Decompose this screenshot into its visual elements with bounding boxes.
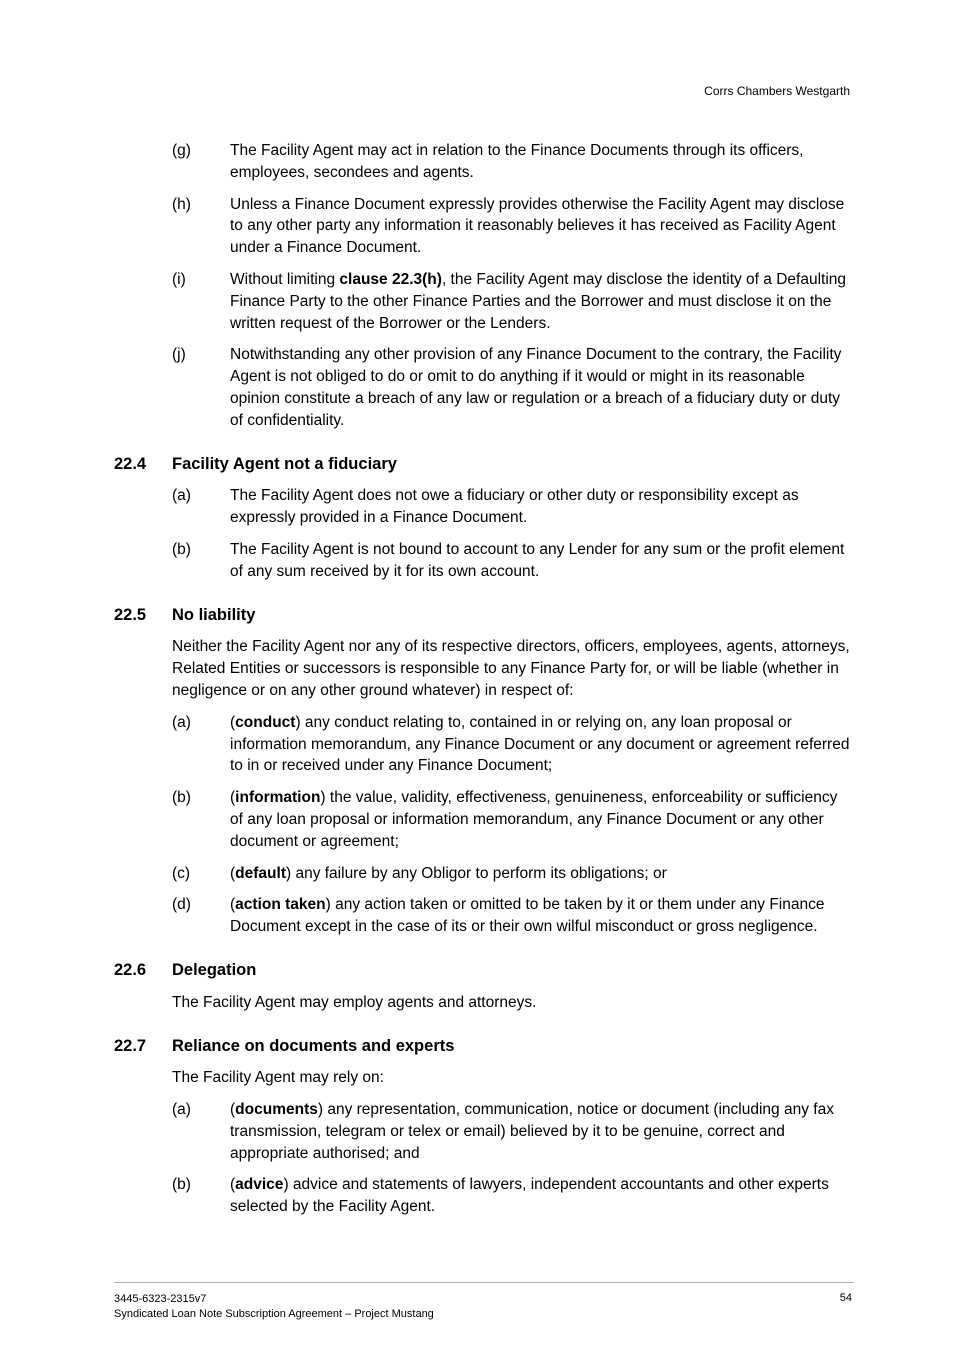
item-label: (b): [172, 1176, 191, 1194]
item-body: ) any failure by any Obligor to perform its obligations; or: [285, 864, 667, 882]
heading-title: Reliance on documents and experts: [172, 1036, 455, 1055]
item-label: (g): [172, 142, 191, 159]
item-text: Notwithstanding any other provision of any Finance Document to the contrary, the Facility Agent is not obliged to do or omit to do anything if it would or might in its reasonable opinion constitute a breach of any law or regulation or a breach of a fiduciary duty or duty of confidentiality.: [230, 346, 842, 429]
clause-22-3-g: [114, 140, 854, 184]
clause-22-5-b: [114, 787, 854, 852]
clause-reference: clause 22.3(h): [339, 270, 442, 288]
defined-term: action taken: [235, 896, 326, 914]
defined-term: information: [235, 789, 321, 807]
footer-divider: [114, 1282, 854, 1283]
open-paren: (: [230, 1101, 236, 1119]
item-label: (a): [172, 1101, 191, 1119]
clause-22-6-text: The Facility Agent may employ agents and attorneys.: [172, 993, 537, 1011]
heading-title: No liability: [172, 605, 256, 624]
clause-22-5-d: [114, 894, 854, 938]
defined-term: conduct: [235, 713, 296, 731]
clause-22-7-b: [114, 1174, 854, 1218]
heading-title: Delegation: [172, 960, 257, 979]
clause-22-7-a: [114, 1099, 854, 1164]
item-label: (a): [172, 713, 191, 731]
heading-22-6: [114, 960, 854, 982]
item-label: (d): [172, 896, 191, 914]
defined-term: advice: [235, 1176, 284, 1194]
defined-term: documents: [235, 1101, 318, 1119]
item-text: [230, 1174, 854, 1218]
item-body: ) any conduct relating to, contained in or relying on, any loan proposal or information memorandum, any Finance Document or any document or agreement referred to in or received under any Finance Document;: [230, 713, 850, 775]
item-text: [230, 712, 854, 777]
item-text: [230, 1099, 854, 1164]
clause-22-5-intro: Neither the Facility Agent nor any of its respective directors, officers, employees, agents, attorneys, Related Entities or successors is responsible to any Finance Party for, or will be liable (whether in negligence or on any other ground whatever) in respect of:: [172, 638, 850, 699]
item-body: ) any representation, communication, notice or document (including any fax transmission, telegram or telex or email) believed by it to be genuine, correct and appropriate authorised; and: [230, 1101, 834, 1162]
item-text: [230, 894, 854, 938]
clause-22-3-j: [114, 344, 854, 431]
heading-22-7: [114, 1036, 854, 1058]
open-paren: (: [230, 713, 236, 731]
clause-22-5-a: [114, 712, 854, 777]
item-text: [230, 269, 854, 334]
item-label: (c): [172, 864, 191, 882]
item-label: (h): [172, 195, 191, 213]
footer-doc-title: Syndicated Loan Note Subscription Agreement – Project Mustang: [114, 1308, 434, 1320]
defined-term: default: [235, 864, 286, 882]
item-text: Unless a Finance Document expressly provides otherwise the Facility Agent may disclose to any other party any information it reasonably believes it has received as Facility Agent under a Finance Document.: [230, 195, 845, 257]
item-text: The Facility Agent may act in relation to the Finance Documents through its officers, employees, secondees and agents.: [230, 142, 804, 181]
heading-number: 22.7: [114, 1036, 147, 1055]
heading-title: Facility Agent not a fiduciary: [172, 454, 397, 473]
item-body: ) advice and statements of lawyers, independent accountants and other experts selected by the Facility Agent.: [230, 1176, 829, 1216]
clause-22-3-h: [114, 194, 854, 259]
item-text: The Facility Agent is not bound to account to any Lender for any sum or the profit element of any sum received by it for its own account.: [230, 540, 845, 580]
item-label: (b): [172, 789, 191, 807]
heading-number: 22.6: [114, 960, 147, 979]
item-text: [230, 863, 854, 885]
item-body: ) the value, validity, effectiveness, genuineness, enforceability or sufficiency of any loan proposal or information memorandum, any Finance Document or any other document or agreement;: [230, 789, 838, 850]
clause-22-5-c: [114, 863, 854, 885]
header-firm: Corrs Chambers Westgarth: [704, 84, 850, 98]
open-paren: (: [230, 896, 236, 914]
text-post: , the Facility Agent may disclose the identity of a Defaulting Finance Party to the other Finance Parties and the Borrower and must disclose it on the written request of the Borrower or the Lenders.: [230, 270, 847, 332]
heading-22-5: [114, 605, 854, 627]
page-number: 54: [839, 1292, 852, 1304]
open-paren: (: [230, 864, 236, 882]
open-paren: (: [230, 789, 236, 807]
footer-left: [114, 1292, 434, 1322]
clause-22-4-a: [114, 485, 854, 529]
footer-doc-id: 3445-6323-2315v7: [114, 1293, 207, 1305]
item-text: The Facility Agent does not owe a fiduciary or other duty or responsibility except as expressly provided in a Finance Document.: [230, 487, 799, 527]
item-label: (i): [172, 270, 186, 288]
item-label: (j): [172, 346, 186, 364]
clause-22-3-i: [114, 269, 854, 334]
text-pre: Without limiting: [230, 270, 340, 288]
open-paren: (: [230, 1176, 236, 1194]
document-body: [114, 140, 854, 1228]
clause-22-7-intro: The Facility Agent may rely on:: [172, 1069, 384, 1087]
item-label: (a): [172, 487, 191, 505]
heading-number: 22.5: [114, 605, 147, 624]
item-body: ) any action taken or omitted to be taken by it or them under any Finance Document except in the case of its or their own wilful misconduct or gross negligence.: [230, 896, 825, 936]
item-text: [230, 787, 854, 852]
clause-22-4-b: [114, 539, 854, 583]
heading-22-4: [114, 454, 854, 476]
heading-number: 22.4: [114, 454, 147, 473]
item-label: (b): [172, 540, 191, 558]
